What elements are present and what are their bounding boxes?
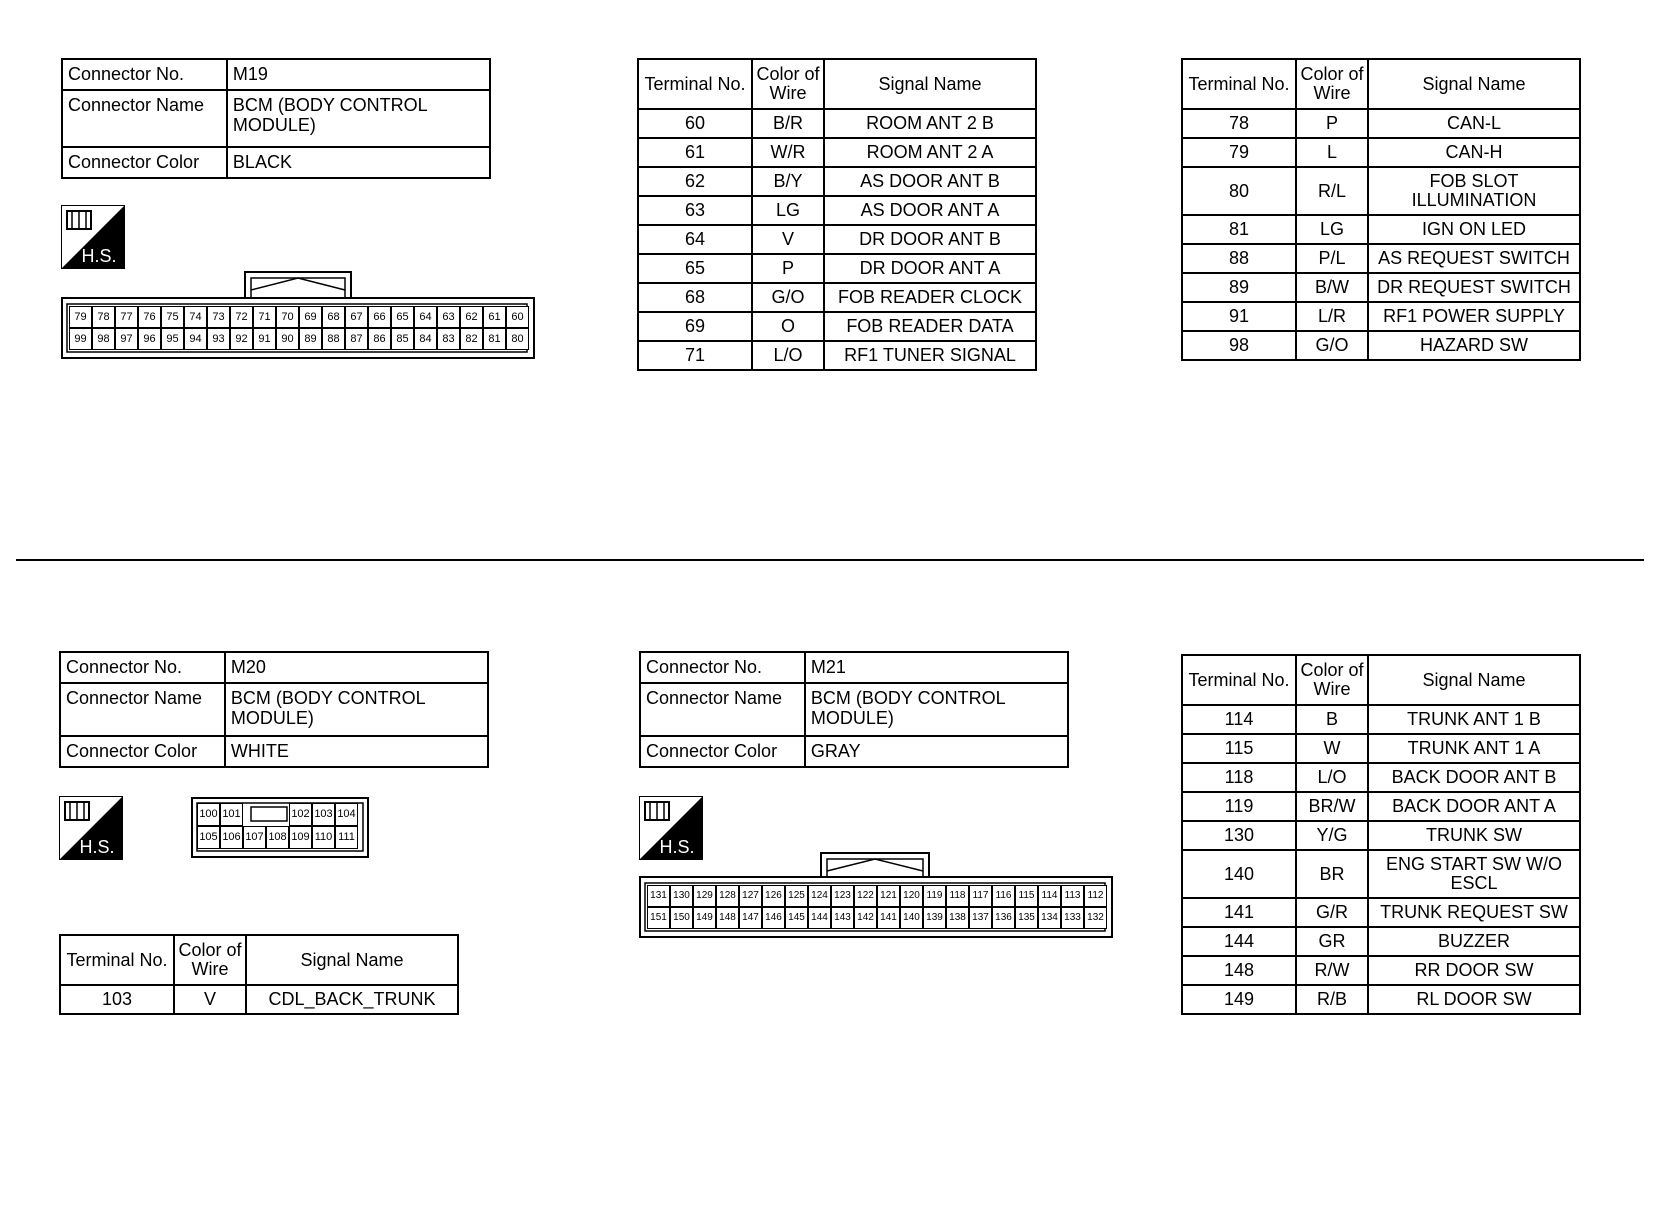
terminal-no-cell: 65 — [638, 254, 752, 283]
pin-number: 111 — [335, 826, 358, 849]
wire-color-cell: LG — [1296, 215, 1368, 244]
wire-color-cell: Y/G — [1296, 821, 1368, 850]
terminal-row — [1182, 215, 1580, 244]
pin-number: 67 — [345, 306, 368, 328]
wire-color-cell: L/O — [1296, 763, 1368, 792]
signal-name-cell: ROOM ANT 2 B — [824, 109, 1036, 138]
signal-name-cell: DR REQUEST SWITCH — [1368, 273, 1580, 302]
pin-number: 115 — [1015, 885, 1038, 907]
wire-color-cell: O — [752, 312, 824, 341]
terminal-row — [638, 341, 1036, 370]
connector-no-value: M21 — [805, 652, 1068, 683]
wire-color-cell: LG — [752, 196, 824, 225]
connector-name-value: BCM (BODY CONTROL MODULE) — [225, 683, 488, 736]
pin-number: 84 — [414, 328, 437, 350]
pin-number: 76 — [138, 306, 161, 328]
terminal-row — [1182, 167, 1580, 215]
pin-number: 140 — [900, 907, 923, 929]
terminal-no-cell: 78 — [1182, 109, 1296, 138]
pin-number: 144 — [808, 907, 831, 929]
signal-name-cell: TRUNK ANT 1 B — [1368, 705, 1580, 734]
pin-number: 126 — [762, 885, 785, 907]
pin-number: 135 — [1015, 907, 1038, 929]
terminal-no-header: Terminal No. — [60, 935, 174, 985]
pin-number: 136 — [992, 907, 1015, 929]
pin-number: 92 — [230, 328, 253, 350]
terminal-no-cell: 68 — [638, 283, 752, 312]
connector-color-value: WHITE — [225, 736, 488, 767]
pin-number: 99 — [69, 328, 92, 350]
signal-name-cell: RR DOOR SW — [1368, 956, 1580, 985]
terminal-row — [1182, 302, 1580, 331]
terminal-row — [1182, 927, 1580, 956]
svg-text:H.S.: H.S. — [79, 837, 115, 857]
harness-side-icon — [61, 205, 125, 269]
m19-terminal-table-b — [1181, 58, 1581, 361]
wire-color-cell: V — [174, 985, 246, 1014]
pin-number: 138 — [946, 907, 969, 929]
wire-color-cell: L/O — [752, 341, 824, 370]
pin-number: 146 — [762, 907, 785, 929]
signal-name-cell: FOB READER CLOCK — [824, 283, 1036, 312]
pin-number: 137 — [969, 907, 992, 929]
connector-name-label: Connector Name — [62, 90, 227, 147]
wire-color-cell: R/L — [1296, 167, 1368, 215]
signal-name-cell: RF1 TUNER SIGNAL — [824, 341, 1036, 370]
pin-number: 63 — [437, 306, 460, 328]
wire-color-cell: B — [1296, 705, 1368, 734]
pin-number: 106 — [220, 826, 243, 849]
terminal-no-cell: 130 — [1182, 821, 1296, 850]
color-of-wire-header: Color of Wire — [174, 935, 246, 985]
connector-no-label: Connector No. — [60, 652, 225, 683]
pin-number: 150 — [670, 907, 693, 929]
terminal-row — [1182, 956, 1580, 985]
wire-color-cell: R/B — [1296, 985, 1368, 1014]
pin-number: 79 — [69, 306, 92, 328]
signal-name-cell: TRUNK SW — [1368, 821, 1580, 850]
m21-terminal-table — [1181, 654, 1581, 1015]
pin-number: 85 — [391, 328, 414, 350]
connector-color-value: BLACK — [227, 147, 490, 178]
terminal-row — [1182, 138, 1580, 167]
svg-text:H.S.: H.S. — [81, 246, 117, 266]
wire-color-cell: GR — [1296, 927, 1368, 956]
terminal-row — [638, 225, 1036, 254]
signal-name-cell: DR DOOR ANT A — [824, 254, 1036, 283]
connector-name-label: Connector Name — [60, 683, 225, 736]
pin-number: 81 — [483, 328, 506, 350]
signal-name-header: Signal Name — [1368, 655, 1580, 705]
pin-number: 107 — [243, 826, 266, 849]
terminal-row — [1182, 244, 1580, 273]
pin-number: 139 — [923, 907, 946, 929]
pin-number: 132 — [1084, 907, 1107, 929]
pin-number: 90 — [276, 328, 299, 350]
pin-number: 148 — [716, 907, 739, 929]
terminal-no-cell: 140 — [1182, 850, 1296, 898]
signal-name-cell: BACK DOOR ANT A — [1368, 792, 1580, 821]
pin-number: 131 — [647, 885, 670, 907]
terminal-row — [1182, 792, 1580, 821]
terminal-row — [1182, 109, 1580, 138]
wire-color-cell: G/O — [1296, 331, 1368, 360]
pin-number: 80 — [506, 328, 529, 350]
wire-color-cell: P — [1296, 109, 1368, 138]
color-of-wire-header: Color of Wire — [1296, 655, 1368, 705]
terminal-row — [638, 312, 1036, 341]
pin-number: 109 — [289, 826, 312, 849]
terminal-no-cell: 149 — [1182, 985, 1296, 1014]
pin-number: 74 — [184, 306, 207, 328]
connector-color-value: GRAY — [805, 736, 1068, 767]
pin-number: 104 — [335, 803, 358, 826]
pin-number: 151 — [647, 907, 670, 929]
terminal-no-cell: 115 — [1182, 734, 1296, 763]
pin-number: 101 — [220, 803, 243, 826]
terminal-no-cell: 62 — [638, 167, 752, 196]
terminal-no-header: Terminal No. — [1182, 655, 1296, 705]
signal-name-cell: BACK DOOR ANT B — [1368, 763, 1580, 792]
signal-name-cell: RF1 POWER SUPPLY — [1368, 302, 1580, 331]
pin-number: 88 — [322, 328, 345, 350]
terminal-no-cell: 81 — [1182, 215, 1296, 244]
wire-color-cell: L — [1296, 138, 1368, 167]
signal-name-cell: RL DOOR SW — [1368, 985, 1580, 1014]
pin-number: 149 — [693, 907, 716, 929]
pin-number: 124 — [808, 885, 831, 907]
connector-color-label: Connector Color — [60, 736, 225, 767]
pin-number: 94 — [184, 328, 207, 350]
pin-number: 86 — [368, 328, 391, 350]
connector-no-value: M19 — [227, 59, 490, 90]
pin-number: 73 — [207, 306, 230, 328]
pin-number: 72 — [230, 306, 253, 328]
pin-number: 117 — [969, 885, 992, 907]
m21-connector-info — [639, 651, 1069, 768]
terminal-no-cell: 60 — [638, 109, 752, 138]
pin-number: 60 — [506, 306, 529, 328]
wire-color-cell: R/W — [1296, 956, 1368, 985]
svg-text:H.S.: H.S. — [659, 837, 695, 857]
pin-number: 82 — [460, 328, 483, 350]
pin-number: 98 — [92, 328, 115, 350]
terminal-row — [1182, 705, 1580, 734]
terminal-no-header: Terminal No. — [1182, 59, 1296, 109]
pin-number: 78 — [92, 306, 115, 328]
pin-number: 145 — [785, 907, 808, 929]
m19-connector-info — [61, 58, 491, 179]
wire-color-cell: B/W — [1296, 273, 1368, 302]
harness-side-icon — [59, 796, 123, 860]
pin-number: 105 — [197, 826, 220, 849]
terminal-row — [638, 109, 1036, 138]
terminal-no-cell: 61 — [638, 138, 752, 167]
pin-number: 116 — [992, 885, 1015, 907]
terminal-no-cell: 148 — [1182, 956, 1296, 985]
terminal-no-cell: 114 — [1182, 705, 1296, 734]
signal-name-cell: IGN ON LED — [1368, 215, 1580, 244]
signal-name-cell: AS DOOR ANT A — [824, 196, 1036, 225]
signal-name-cell: BUZZER — [1368, 927, 1580, 956]
terminal-no-cell: 144 — [1182, 927, 1296, 956]
signal-name-cell: TRUNK REQUEST SW — [1368, 898, 1580, 927]
terminal-no-cell: 80 — [1182, 167, 1296, 215]
wire-color-cell: B/R — [752, 109, 824, 138]
pin-number: 134 — [1038, 907, 1061, 929]
wire-color-cell: V — [752, 225, 824, 254]
pin-number: 91 — [253, 328, 276, 350]
signal-name-cell: FOB SLOT ILLUMINATION — [1368, 167, 1580, 215]
terminal-row — [638, 138, 1036, 167]
pin-number: 66 — [368, 306, 391, 328]
terminal-row — [638, 167, 1036, 196]
m20-terminal-table — [59, 934, 459, 1015]
wire-color-cell: G/O — [752, 283, 824, 312]
connector-no-label: Connector No. — [62, 59, 227, 90]
wire-color-cell: G/R — [1296, 898, 1368, 927]
terminal-no-cell: 79 — [1182, 138, 1296, 167]
pin-number: 69 — [299, 306, 322, 328]
terminal-no-cell: 118 — [1182, 763, 1296, 792]
wire-color-cell: B/Y — [752, 167, 824, 196]
terminal-no-cell: 103 — [60, 985, 174, 1014]
pin-number: 87 — [345, 328, 368, 350]
color-of-wire-header: Color of Wire — [1296, 59, 1368, 109]
pin-number: 95 — [161, 328, 184, 350]
signal-name-cell: CAN-L — [1368, 109, 1580, 138]
pin-number: 129 — [693, 885, 716, 907]
pin-number: 114 — [1038, 885, 1061, 907]
pin-number: 142 — [854, 907, 877, 929]
signal-name-cell: ENG START SW W/O ESCL — [1368, 850, 1580, 898]
pin-number: 70 — [276, 306, 299, 328]
pin-number: 113 — [1061, 885, 1084, 907]
signal-name-cell: AS REQUEST SWITCH — [1368, 244, 1580, 273]
terminal-no-cell: 63 — [638, 196, 752, 225]
pin-number: 122 — [854, 885, 877, 907]
terminal-row — [1182, 734, 1580, 763]
pin-number: 75 — [161, 306, 184, 328]
signal-name-cell: AS DOOR ANT B — [824, 167, 1036, 196]
terminal-row — [1182, 273, 1580, 302]
terminal-row — [638, 283, 1036, 312]
pin-number: 68 — [322, 306, 345, 328]
signal-name-cell: DR DOOR ANT B — [824, 225, 1036, 254]
connector-name-value: BCM (BODY CONTROL MODULE) — [805, 683, 1068, 736]
terminal-no-cell: 89 — [1182, 273, 1296, 302]
pin-number: 89 — [299, 328, 322, 350]
pin-number: 77 — [115, 306, 138, 328]
pin-number: 83 — [437, 328, 460, 350]
terminal-no-header: Terminal No. — [638, 59, 752, 109]
pin-number: 141 — [877, 907, 900, 929]
terminal-row — [1182, 985, 1580, 1014]
pin-number: 123 — [831, 885, 854, 907]
pin-number: 65 — [391, 306, 414, 328]
terminal-row — [638, 196, 1036, 225]
terminal-row — [1182, 898, 1580, 927]
wire-color-cell: P — [752, 254, 824, 283]
pin-number: 118 — [946, 885, 969, 907]
signal-name-cell: FOB READER DATA — [824, 312, 1036, 341]
signal-name-header: Signal Name — [1368, 59, 1580, 109]
terminal-row — [1182, 850, 1580, 898]
signal-name-cell: HAZARD SW — [1368, 331, 1580, 360]
signal-name-header: Signal Name — [824, 59, 1036, 109]
pin-number: 130 — [670, 885, 693, 907]
pin-number: 119 — [923, 885, 946, 907]
section-divider — [16, 559, 1644, 561]
pin-number: 125 — [785, 885, 808, 907]
pin-number: 62 — [460, 306, 483, 328]
pin-number: 128 — [716, 885, 739, 907]
wire-color-cell: P/L — [1296, 244, 1368, 273]
pin-number: 97 — [115, 328, 138, 350]
terminal-no-cell: 119 — [1182, 792, 1296, 821]
terminal-no-cell: 91 — [1182, 302, 1296, 331]
pin-number: 108 — [266, 826, 289, 849]
connector-color-label: Connector Color — [62, 147, 227, 178]
signal-name-cell: CDL_BACK_TRUNK — [246, 985, 458, 1014]
wire-color-cell: BR/W — [1296, 792, 1368, 821]
signal-name-cell: CAN-H — [1368, 138, 1580, 167]
pin-number: 112 — [1084, 885, 1107, 907]
terminal-no-cell: 88 — [1182, 244, 1296, 273]
pin-number: 121 — [877, 885, 900, 907]
signal-name-header: Signal Name — [246, 935, 458, 985]
pin-number: 110 — [312, 826, 335, 849]
terminal-row — [638, 254, 1036, 283]
pin-number: 64 — [414, 306, 437, 328]
m19-terminal-table-a — [637, 58, 1037, 371]
terminal-no-cell: 71 — [638, 341, 752, 370]
pin-number: 61 — [483, 306, 506, 328]
color-of-wire-header: Color of Wire — [752, 59, 824, 109]
terminal-no-cell: 98 — [1182, 331, 1296, 360]
connector-name-label: Connector Name — [640, 683, 805, 736]
connector-no-value: M20 — [225, 652, 488, 683]
connector-name-value: BCM (BODY CONTROL MODULE) — [227, 90, 490, 147]
terminal-row — [60, 985, 458, 1014]
terminal-no-cell: 64 — [638, 225, 752, 254]
pin-number: 127 — [739, 885, 762, 907]
m20-connector-info — [59, 651, 489, 768]
wire-color-cell: W — [1296, 734, 1368, 763]
terminal-row — [1182, 821, 1580, 850]
wire-color-cell: BR — [1296, 850, 1368, 898]
pin-number: 103 — [312, 803, 335, 826]
pin-number: 133 — [1061, 907, 1084, 929]
pin-number: 102 — [289, 803, 312, 826]
wire-color-cell: W/R — [752, 138, 824, 167]
terminal-row — [1182, 763, 1580, 792]
pin-number: 93 — [207, 328, 230, 350]
terminal-row — [1182, 331, 1580, 360]
pin-number: 120 — [900, 885, 923, 907]
connector-color-label: Connector Color — [640, 736, 805, 767]
pin-number: 96 — [138, 328, 161, 350]
signal-name-cell: ROOM ANT 2 A — [824, 138, 1036, 167]
pin-number: 71 — [253, 306, 276, 328]
connector-no-label: Connector No. — [640, 652, 805, 683]
signal-name-cell: TRUNK ANT 1 A — [1368, 734, 1580, 763]
pin-number: 143 — [831, 907, 854, 929]
terminal-no-cell: 141 — [1182, 898, 1296, 927]
wire-color-cell: L/R — [1296, 302, 1368, 331]
pin-number: 100 — [197, 803, 220, 826]
terminal-no-cell: 69 — [638, 312, 752, 341]
pin-number: 147 — [739, 907, 762, 929]
